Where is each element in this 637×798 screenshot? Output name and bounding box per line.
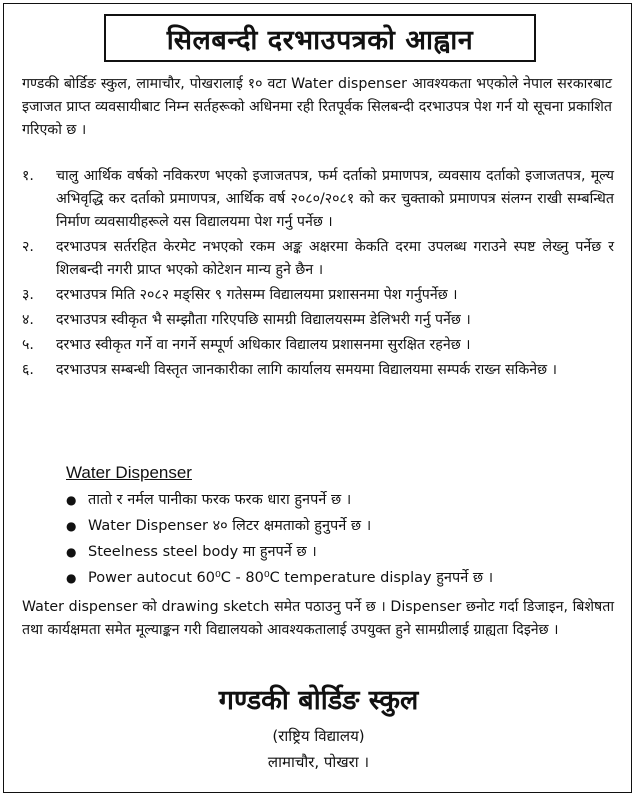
school-type: (राष्ट्रिय विद्यालय) xyxy=(272,727,365,745)
spec-heading: Water Dispenser xyxy=(66,463,192,482)
bullet-icon: ● xyxy=(66,545,77,559)
condition-number: ५. xyxy=(22,337,34,353)
condition-text: दरभाउपत्र सर्तरहित केरमेट नभएको रकम अङ्क अक्षरमा केकति दरमा उपलब्ध गराउने स्पष्ट लेख्नु पर्नेछ र शिलबन्दी नगरी प्राप्त भएको कोटेशन मान्य हुने छैन । xyxy=(56,239,614,278)
bullet-icon: ● xyxy=(66,519,77,533)
spec-text: Steelness steel body मा हुनपर्ने छ । xyxy=(88,544,317,560)
conditions-list xyxy=(22,165,614,384)
condition-text: दरभाउपत्र मिति २०८२ मङ्सिर ९ गतेसम्म विद्यालयमा प्रशासनमा पेश गर्नुपर्नेछ । xyxy=(56,287,458,303)
condition-item xyxy=(22,359,614,382)
condition-text: दरभाउ स्वीकृत गर्ने वा नगर्ने सम्पूर्ण अधिकार विद्यालय प्रशासनमा सुरक्षित रहनेछ । xyxy=(56,337,471,353)
bullet-icon: ● xyxy=(66,571,77,585)
spec-item xyxy=(66,539,493,565)
condition-number: ६. xyxy=(22,362,34,378)
spec-list xyxy=(66,487,493,591)
condition-item xyxy=(22,165,614,234)
spec-text: Power autocut 60⁰C - 80⁰C temperature display हुनपर्ने छ । xyxy=(88,570,494,586)
intro-paragraph: गण्डकी बोर्डिङ स्कुल, लामाचौर, पोखरालाई १० वटा Water dispenser आवश्यकता भएकोले नेपाल सरकारबाट इजाजत प्राप्त व्यवसायीबाट निम्न सर्तहरूको अधिनमा रही रितपूर्वक सिलबन्दी दरभाउपत्र पेश गर्न यो सूचना प्रकाशित गरिएको छ । xyxy=(22,76,612,138)
notice-title: सिलबन्दी दरभाउपत्रको आह्वान xyxy=(166,24,474,56)
spec-text: Water Dispenser ४० लिटर क्षमताको हुनुपर्ने छ । xyxy=(88,518,372,534)
school-name: गण्डकी बोर्डिङ स्कुल xyxy=(218,685,419,716)
condition-text: दरभाउपत्र स्वीकृत भै सम्झौता गरिएपछि सामग्री विद्यालयसम्म डेलिभरी गर्नु पर्नेछ । xyxy=(56,312,471,328)
condition-item xyxy=(22,309,614,332)
bullet-icon: ● xyxy=(66,493,77,507)
condition-item xyxy=(22,236,614,282)
condition-text: दरभाउपत्र सम्बन्धी विस्तृत जानकारीका लागि कार्यालय समयमा विद्यालयमा सम्पर्क राख्न सकिनेछ । xyxy=(56,362,557,378)
spec-text: तातो र नर्मल पानीका फरक फरक धारा हुनपर्ने छ । xyxy=(88,492,352,508)
title-box xyxy=(104,14,536,62)
condition-number: २. xyxy=(22,239,34,255)
spec-item xyxy=(66,513,493,539)
condition-number: ४. xyxy=(22,312,34,328)
condition-item xyxy=(22,284,614,307)
condition-text: चालु आर्थिक वर्षको नविकरण भएको इजाजतपत्र, फर्म दर्ताको प्रमाणपत्र, व्यवसाय दर्ताको इजाजतपत्र, मूल्य अभिवृद्धि कर दर्ताको प्रमाणपत्र, आर्थिक वर्ष २०८०/२०८१ को कर चुक्ताको प्रमाणपत्र संलग्न राखी सम्बन्धित निर्माण व्यवसायीहरूले यस विद्यालयमा पेश गर्नु पर्नेछ । xyxy=(56,168,614,230)
closing-paragraph: Water dispenser को drawing sketch समेत पठाउनु पर्ने छ । Dispenser छनोट गर्दा डिजाइन, बिशेषता तथा कार्यक्षमता समेत मूल्याङ्कन गरी विद्यालयको आवश्यकतालाई उपयुक्त हुने सामग्रीलाई ग्राह्यता दिइनेछ । xyxy=(22,599,614,638)
spec-item xyxy=(66,565,493,591)
school-address: लामाचौर, पोखरा । xyxy=(267,753,370,771)
condition-item xyxy=(22,334,614,357)
condition-number: १. xyxy=(22,168,34,184)
spec-item xyxy=(66,487,493,513)
condition-number: ३. xyxy=(22,287,34,303)
